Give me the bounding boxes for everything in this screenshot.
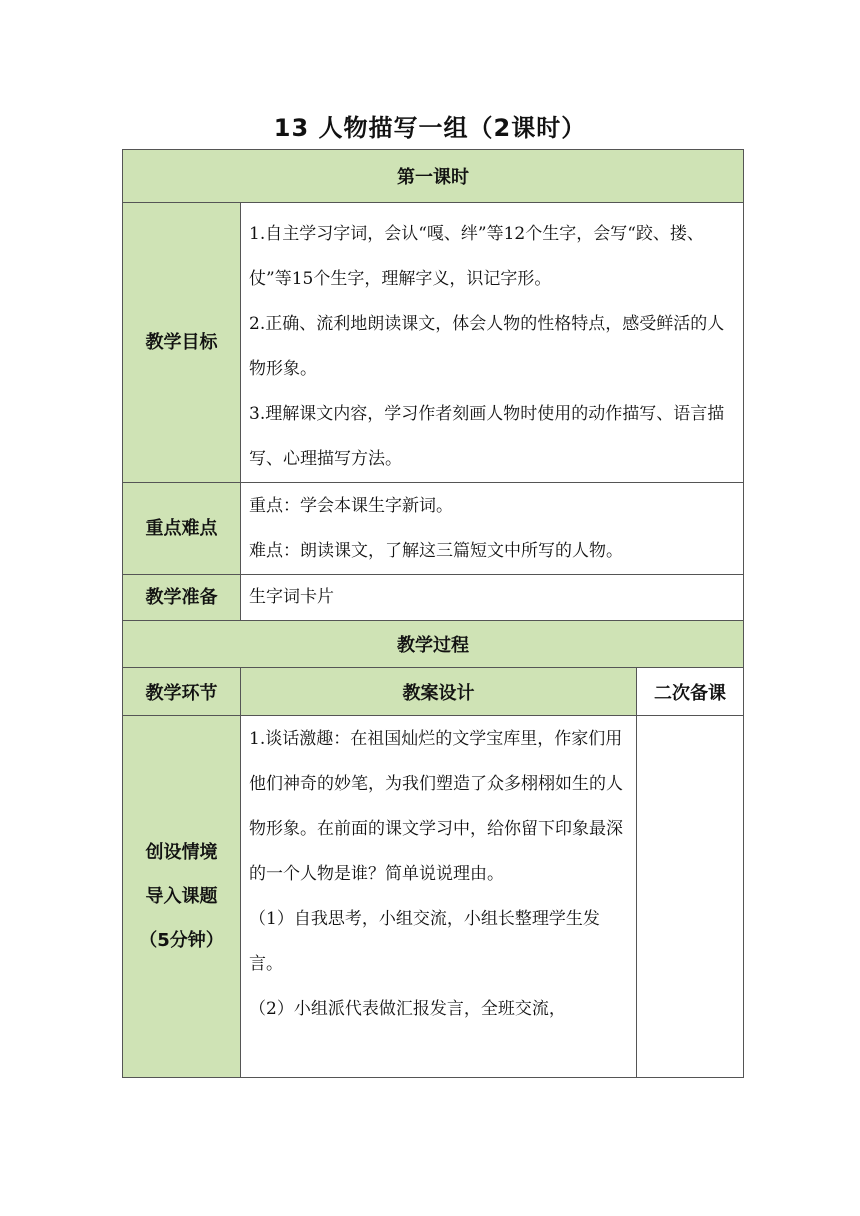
stage-label-line: 创设情境 [145,841,218,863]
objectives-content [241,203,744,483]
column-header-design: 教案设计 [241,668,637,716]
design-paragraph: （2）小组派代表做汇报发言，全班交流， [249,999,566,1019]
design-paragraph: 1.谈话激趣：在祖国灿烂的文学宝库里，作家们用他们神奇的妙笔，为我们塑造了众多栩栩如生的人物形象。在前面的课文学习中，给你留下印象最深的一个人物是谁？简单说说理由。 [249,729,623,884]
stage-design-content [241,716,637,1078]
design-paragraph: （1）自我思考，小组交流，小组长整理学生发言。 [249,909,600,974]
preparation-value: 生字词卡片 [241,575,744,621]
stage-label-line: （5分钟） [139,929,224,951]
objectives-label: 教学目标 [123,203,241,483]
page-title: 13 人物描写一组（2课时） [273,114,587,142]
key-point-item: 重点：学会本课生字新词。 [249,496,453,516]
column-header-notes: 二次备课 [637,668,744,716]
stage-label [123,716,241,1078]
objective-item: 1.自主学习字词，会认“嘎、绊”等12个生字，会写“跤、搂、仗”等15个生字，理解字义，识记字形。 [249,224,704,289]
stage-notes-cell [637,716,744,1078]
lesson-plan-table [122,149,744,1078]
stage-label-line: 导入课题 [145,885,218,907]
key-points-label: 重点难点 [123,483,241,575]
objective-item: 2.正确、流利地朗读课文，体会人物的性格特点，感受鲜活的人物形象。 [249,314,725,379]
preparation-label: 教学准备 [123,575,241,621]
section-header: 第一课时 [123,150,744,203]
column-header-stage: 教学环节 [123,668,241,716]
key-points-content [241,483,744,575]
key-point-item: 难点：朗读课文，了解这三篇短文中所写的人物。 [249,541,623,561]
process-header: 教学过程 [123,621,744,668]
objective-item: 3.理解课文内容，学习作者刻画人物时使用的动作描写、语言描写、心理描写方法。 [249,404,725,469]
